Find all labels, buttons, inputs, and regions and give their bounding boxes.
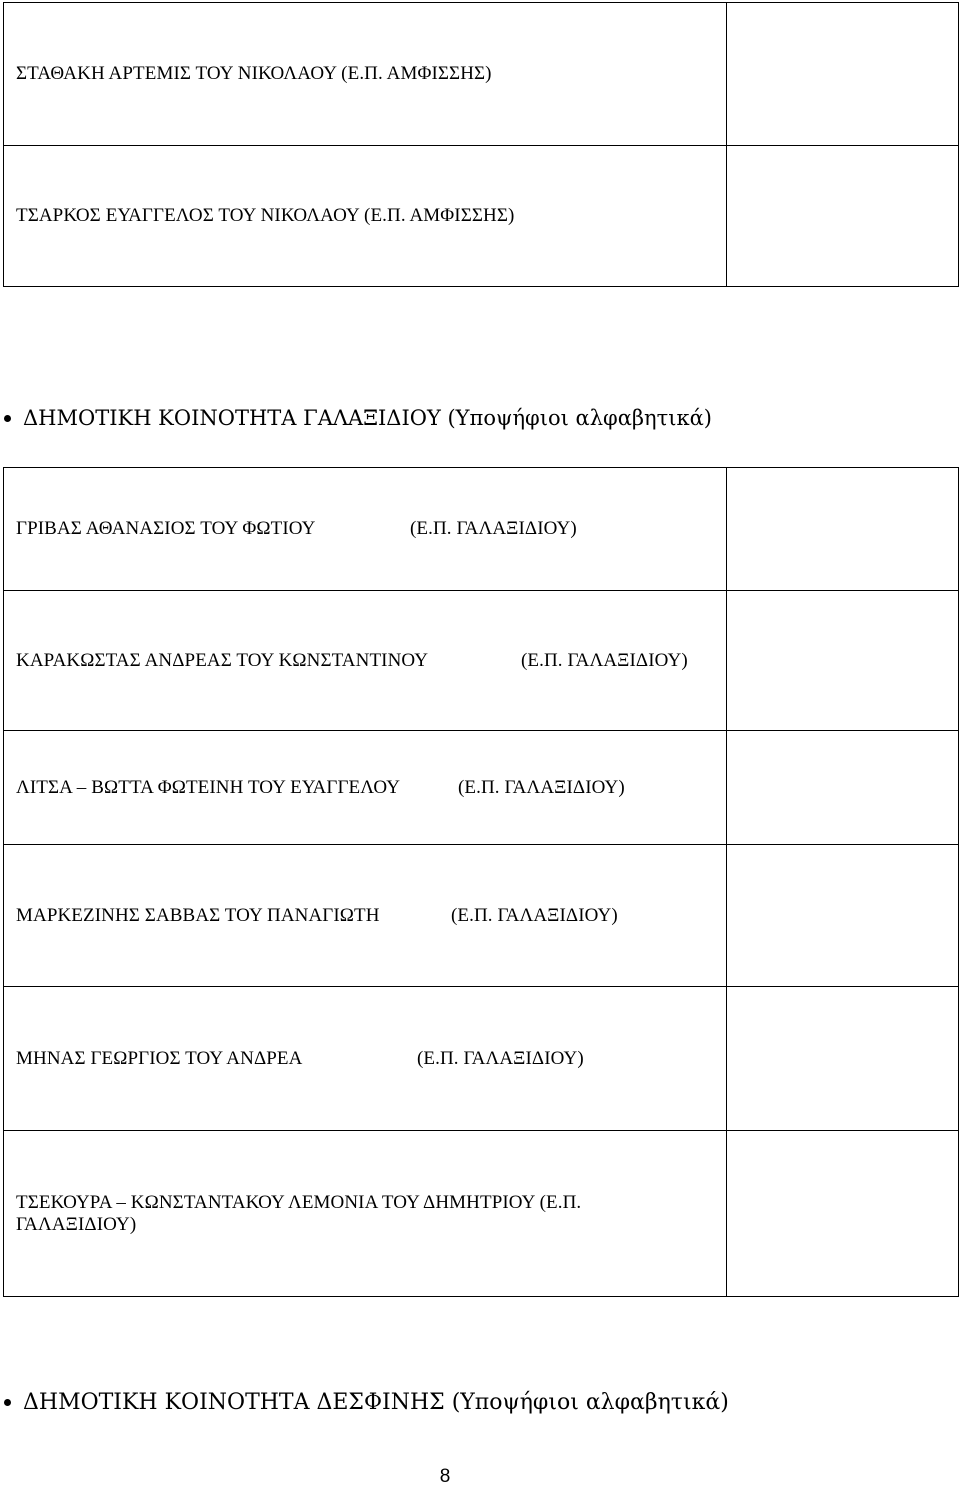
- table-row: [4, 845, 959, 987]
- blank-cell: [727, 146, 959, 287]
- section-heading-desfina: [0, 1390, 729, 1415]
- candidate-cell: [4, 591, 727, 731]
- candidate-cell: [4, 845, 727, 987]
- candidate-cell: [4, 731, 727, 845]
- section-heading-text: ΔΗΜΟΤΙΚΗ ΚΟΙΝΟΤΗΤΑ ΔΕΣΦΙΝΗΣ (Υποψήφιοι αλφαβητικά): [23, 1390, 729, 1415]
- candidate-cell: [4, 146, 727, 287]
- table-row: [4, 591, 959, 731]
- candidate-text: ΣΤΑΘΑΚΗ ΑΡΤΕΜΙΣ ΤΟΥ ΝΙΚΟΛΑΟΥ (Ε.Π. ΑΜΦΙΣΣΗΣ): [16, 63, 492, 84]
- candidate-text: ΤΣΕΚΟΥΡΑ – ΚΩΝΣΤΑΝΤΑΚΟΥ ΛΕΜΟΝΙΑ ΤΟΥ ΔΗΜΗΤΡΙΟΥ (Ε.Π. ΓΑΛΑΞΙΔΙΟΥ): [16, 1191, 582, 1235]
- blank-cell: [727, 3, 959, 146]
- candidates-table-galaxidi: [3, 467, 959, 1297]
- bullet-icon: [4, 415, 11, 422]
- candidate-cell: [4, 987, 727, 1131]
- candidate-name: ΜΗΝΑΣ ΓΕΩΡΓΙΟΣ ΤΟΥ ΑΝΔΡΕΑ: [16, 1047, 303, 1069]
- blank-cell: [727, 591, 959, 731]
- candidate-party: (Ε.Π. ΓΑΛΑΞΙΔΙΟΥ): [410, 518, 577, 539]
- table-row: [4, 468, 959, 591]
- bullet-icon: [4, 1399, 11, 1406]
- blank-cell: [727, 468, 959, 591]
- page-number: [0, 1466, 960, 1488]
- table-row: [4, 1131, 959, 1297]
- candidate-cell: [4, 3, 727, 146]
- candidate-name: ΜΑΡΚΕΖΙΝΗΣ ΣΑΒΒΑΣ ΤΟΥ ΠΑΝΑΓΙΩΤΗ: [16, 904, 380, 926]
- section-heading-galaxidi: [0, 406, 712, 430]
- candidate-party: (Ε.Π. ΓΑΛΑΞΙΔΙΟΥ): [451, 904, 618, 926]
- candidate-text: ΤΣΑΡΚΟΣ ΕΥΑΓΓΕΛΟΣ ΤΟΥ ΝΙΚΟΛΑΟΥ (Ε.Π. ΑΜΦΙΣΣΗΣ): [16, 205, 515, 226]
- candidate-party: (Ε.Π. ΓΑΛΑΞΙΔΙΟΥ): [458, 776, 625, 798]
- candidate-cell: [4, 1131, 727, 1297]
- candidate-name: ΓΡΙΒΑΣ ΑΘΑΝΑΣΙΟΣ ΤΟΥ ΦΩΤΙΟΥ: [16, 518, 316, 539]
- section-heading-text: ΔΗΜΟΤΙΚΗ ΚΟΙΝΟΤΗΤΑ ΓΑΛΑΞΙΔΙΟΥ (Υποψήφιοι αλφαβητικά): [23, 406, 712, 430]
- blank-cell: [727, 731, 959, 845]
- page-number-text: 8: [439, 1466, 451, 1487]
- candidate-party: (Ε.Π. ΓΑΛΑΞΙΔΙΟΥ): [417, 1047, 584, 1069]
- table-row: [4, 731, 959, 845]
- blank-cell: [727, 845, 959, 987]
- blank-cell: [727, 987, 959, 1131]
- candidate-cell: [4, 468, 727, 591]
- candidate-party: (Ε.Π. ΓΑΛΑΞΙΔΙΟΥ): [521, 649, 688, 671]
- table-row: [4, 146, 959, 287]
- candidate-name: ΛΙΤΣΑ – ΒΩΤΤΑ ΦΩΤΕΙΝΗ ΤΟΥ ΕΥΑΓΓΕΛΟΥ: [16, 776, 401, 798]
- candidate-name: ΚΑΡΑΚΩΣΤΑΣ ΑΝΔΡΕΑΣ ΤΟΥ ΚΩΝΣΤΑΝΤΙΝΟΥ: [16, 649, 429, 671]
- candidates-table-amfissa: [3, 2, 959, 287]
- table-row: [4, 3, 959, 146]
- blank-cell: [727, 1131, 959, 1297]
- table-row: [4, 987, 959, 1131]
